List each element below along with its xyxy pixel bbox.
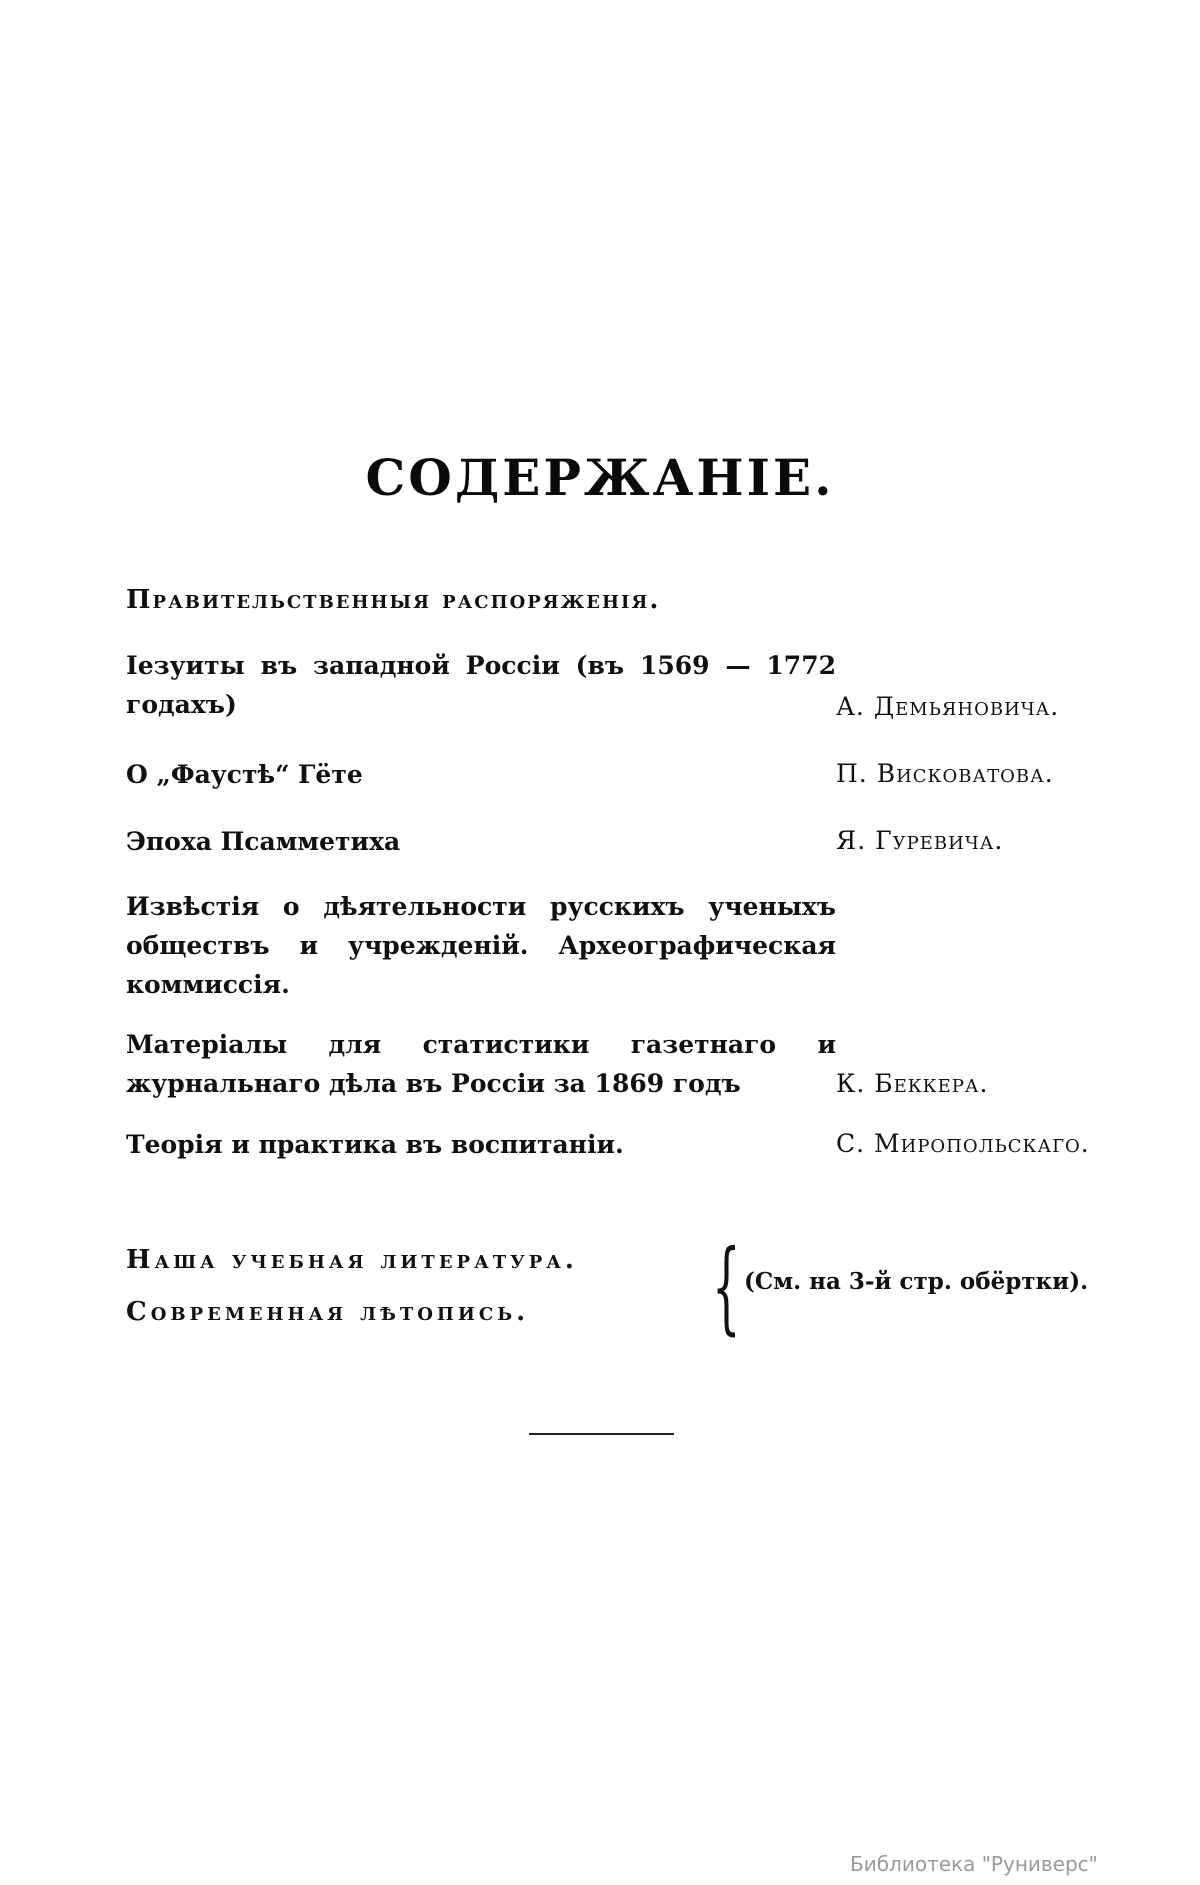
divider-rule <box>529 1433 674 1435</box>
entry-author: С. Миропольскаго. <box>836 1129 1090 1158</box>
entry-title: Извѣстія о дѣятельности русскихъ ученыхъ обществъ и учрежденій. Археографическая коммиссія. <box>126 892 836 999</box>
entry-author: А. Демьяновича. <box>836 692 1060 721</box>
entry-title: Теорія и практика въ воспитаніи. <box>126 1130 624 1159</box>
curly-brace-icon: { <box>712 1228 741 1345</box>
section-heading: Правительственныя распоряженія. <box>126 585 661 615</box>
page-title: СОДЕРЖАНІЕ. <box>365 448 835 507</box>
entry-author: К. Беккера. <box>836 1069 989 1098</box>
entry-title: Матеріалы для статистики газетнаго и журнальнаго дѣла въ Россіи за 1869 годъ <box>126 1030 836 1098</box>
entry-title: Іезуиты въ западной Россіи (въ 1569 — 1772 годахъ) <box>126 651 836 719</box>
closing-note: (См. на 3-й стр. обёртки). <box>744 1268 1089 1295</box>
entry-title: О „Фаустѣ“ Гёте <box>126 760 363 789</box>
entry-author: П. Висковатова. <box>836 759 1054 788</box>
closing-section: Наша учебная литература. <box>126 1245 578 1275</box>
library-watermark: Библиотека "Руниверс" <box>850 1852 1098 1876</box>
entry-title: Эпоха Псамметиха <box>126 827 401 856</box>
entry-author: Я. Гуревича. <box>836 826 1004 855</box>
closing-section: Современная лѣтопись. <box>126 1297 530 1327</box>
